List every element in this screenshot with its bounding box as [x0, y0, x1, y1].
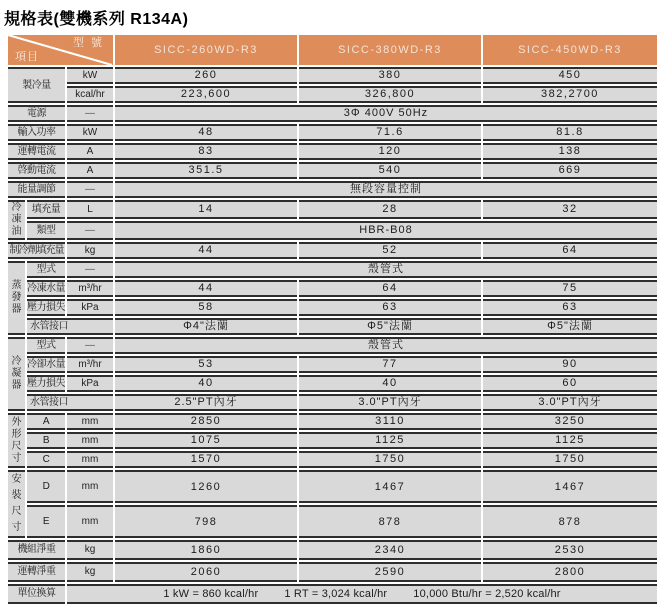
value-cell: 60	[483, 375, 657, 392]
value-cell: 138	[483, 143, 657, 160]
value-cell: 2.5"PT內牙	[115, 394, 297, 411]
table-row	[8, 318, 657, 335]
value-cell-span: 無段容量控制	[115, 181, 657, 198]
value-cell: 450	[483, 67, 657, 84]
value-cell: 83	[115, 143, 297, 160]
unit-cell: m³/hr	[67, 280, 113, 297]
value-cell: Φ5"法蘭	[299, 318, 481, 335]
row-label: 製冷量	[8, 67, 65, 103]
unit-cell: kW	[67, 124, 113, 141]
row-label: 冷凍水量	[27, 280, 65, 297]
table-row	[8, 562, 657, 582]
value-cell: 2060	[115, 562, 297, 582]
table-row	[8, 505, 657, 538]
unit-cell: mm	[67, 413, 113, 430]
value-cell: 81.8	[483, 124, 657, 141]
value-cell: 223,600	[115, 86, 297, 103]
table-row	[8, 299, 657, 316]
spec-sheet-page	[0, 6, 666, 600]
corner-item-label: 項目	[15, 51, 39, 63]
value-cell: 77	[299, 356, 481, 373]
value-cell: 2530	[483, 540, 657, 560]
unit-cell: L	[67, 200, 113, 219]
table-row	[8, 280, 657, 297]
row-label: 型式	[27, 337, 65, 354]
table-row	[8, 162, 657, 179]
unit-cell: kW	[67, 67, 113, 84]
value-cell: 14	[115, 200, 297, 219]
unit-cell: kPa	[67, 375, 113, 392]
unit-cell: mm	[67, 451, 113, 468]
table-row	[8, 86, 657, 103]
row-label: 型式	[27, 261, 65, 278]
value-cell: Φ5"法蘭	[483, 318, 657, 335]
table-row	[8, 221, 657, 240]
table-row	[8, 200, 657, 219]
table-row	[8, 337, 657, 354]
value-cell: Φ4"法蘭	[115, 318, 297, 335]
conversion-item: 1 kW = 860 kcal/hr	[163, 588, 259, 600]
table-row	[8, 67, 657, 84]
value-cell: 3110	[299, 413, 481, 430]
unit-cell: A	[67, 162, 113, 179]
unit-cell: —	[67, 105, 113, 122]
value-cell: 2340	[299, 540, 481, 560]
row-label: 壓力損失	[27, 375, 65, 392]
table-row	[8, 242, 657, 259]
value-cell: 351.5	[115, 162, 297, 179]
value-cell: 3.0"PT內牙	[299, 394, 481, 411]
unit-cell: kPa	[67, 299, 113, 316]
group-label: 安裝尺寸	[8, 470, 25, 538]
row-label: 制冷劑填充量	[8, 242, 65, 259]
value-cell: 28	[299, 200, 481, 219]
row-label: 類型	[27, 221, 65, 240]
value-cell-span: 殼管式	[115, 261, 657, 278]
table-row	[8, 540, 657, 560]
model-header: SICC-450WD-R3	[483, 35, 657, 65]
row-label: 冷卻水量	[27, 356, 65, 373]
table-row	[8, 413, 657, 430]
table-row	[8, 105, 657, 122]
row-label: C	[27, 451, 65, 468]
row-label: 能量調節	[8, 181, 65, 198]
value-cell: 1467	[299, 470, 481, 503]
corner-model-label: 型 號	[72, 37, 104, 49]
value-cell: 40	[115, 375, 297, 392]
unit-cell: mm	[67, 505, 113, 538]
row-label: 電源	[8, 105, 65, 122]
value-cell: 2800	[483, 562, 657, 582]
value-cell-span: 3Φ 400V 50Hz	[115, 105, 657, 122]
conversion-item: 1 RT = 3,024 kcal/hr	[284, 588, 388, 600]
value-cell: 40	[299, 375, 481, 392]
unit-cell: mm	[67, 432, 113, 449]
value-cell: 3.0"PT內牙	[483, 394, 657, 411]
value-cell: 48	[115, 124, 297, 141]
row-label: 水管接口	[27, 318, 113, 335]
page-title: 規格表(雙機系列 R134A)	[4, 11, 189, 28]
value-cell: 382,2700	[483, 86, 657, 103]
row-label: 運轉淨重	[8, 562, 65, 582]
table-row	[8, 432, 657, 449]
value-cell: 878	[299, 505, 481, 538]
table-row	[8, 261, 657, 278]
table-row	[8, 356, 657, 373]
value-cell: 53	[115, 356, 297, 373]
table-row	[8, 394, 657, 411]
group-label: 冷凝器	[8, 337, 25, 411]
table-row	[8, 181, 657, 198]
value-cell: 120	[299, 143, 481, 160]
value-cell: 380	[299, 67, 481, 84]
unit-cell: A	[67, 143, 113, 160]
row-label: B	[27, 432, 65, 449]
row-label: 機組淨重	[8, 540, 65, 560]
table-header-row	[8, 35, 657, 65]
value-cell: 63	[483, 299, 657, 316]
value-cell: 1860	[115, 540, 297, 560]
value-cell: 64	[483, 242, 657, 259]
value-cell: 2850	[115, 413, 297, 430]
value-cell: 1125	[299, 432, 481, 449]
value-cell-span: 殼管式	[115, 337, 657, 354]
row-label: E	[27, 505, 65, 538]
value-cell: 326,800	[299, 86, 481, 103]
value-cell: 44	[115, 280, 297, 297]
value-cell: 878	[483, 505, 657, 538]
table-row	[8, 375, 657, 392]
value-cell: 1570	[115, 451, 297, 468]
row-label: 輸入功率	[8, 124, 65, 141]
conversion-item: 10,000 Btu/hr = 2,520 kcal/hr	[413, 588, 561, 600]
value-cell: 52	[299, 242, 481, 259]
unit-cell: m³/hr	[67, 356, 113, 373]
value-cell: 90	[483, 356, 657, 373]
group-label: 蒸發器	[8, 261, 25, 335]
unit-cell: kcal/hr	[67, 86, 113, 103]
table-row	[8, 470, 657, 503]
value-cell: 1750	[299, 451, 481, 468]
row-label: 啓動電流	[8, 162, 65, 179]
row-label: D	[27, 470, 65, 503]
value-cell: 64	[299, 280, 481, 297]
value-cell: 32	[483, 200, 657, 219]
value-cell: 1260	[115, 470, 297, 503]
value-cell: 798	[115, 505, 297, 538]
value-cell: 1467	[483, 470, 657, 503]
value-cell: 3250	[483, 413, 657, 430]
row-label: 壓力損失	[27, 299, 65, 316]
unit-cell: kg	[67, 562, 113, 582]
model-header: SICC-380WD-R3	[299, 35, 481, 65]
value-cell: 1125	[483, 432, 657, 449]
value-cell-span: HBR-B08	[115, 221, 657, 240]
model-header: SICC-260WD-R3	[115, 35, 297, 65]
value-cell: 75	[483, 280, 657, 297]
value-cell: 44	[115, 242, 297, 259]
group-label: 外形尺寸	[8, 413, 25, 468]
table-row	[8, 143, 657, 160]
value-cell: 2590	[299, 562, 481, 582]
unit-cell: —	[67, 261, 113, 278]
value-cell: 58	[115, 299, 297, 316]
table-row	[8, 584, 657, 604]
table-row	[8, 124, 657, 141]
value-cell: 1750	[483, 451, 657, 468]
group-label: 冷凍油	[8, 200, 25, 240]
unit-cell: —	[67, 337, 113, 354]
table-row	[8, 451, 657, 468]
corner-header-cell	[8, 35, 113, 65]
value-cell: 1075	[115, 432, 297, 449]
row-label: 填充量	[27, 200, 65, 219]
value-cell: 71.6	[299, 124, 481, 141]
row-label: A	[27, 413, 65, 430]
spec-table	[6, 33, 659, 606]
unit-cell: kg	[67, 540, 113, 560]
conversion-cell	[67, 584, 657, 604]
value-cell: 540	[299, 162, 481, 179]
unit-cell: —	[67, 181, 113, 198]
value-cell: 669	[483, 162, 657, 179]
unit-cell: kg	[67, 242, 113, 259]
row-label: 運轉電流	[8, 143, 65, 160]
value-cell: 63	[299, 299, 481, 316]
unit-cell: mm	[67, 470, 113, 503]
unit-cell: —	[67, 221, 113, 240]
value-cell: 260	[115, 67, 297, 84]
row-label: 單位換算	[8, 584, 65, 604]
row-label: 水管接口	[27, 394, 113, 411]
